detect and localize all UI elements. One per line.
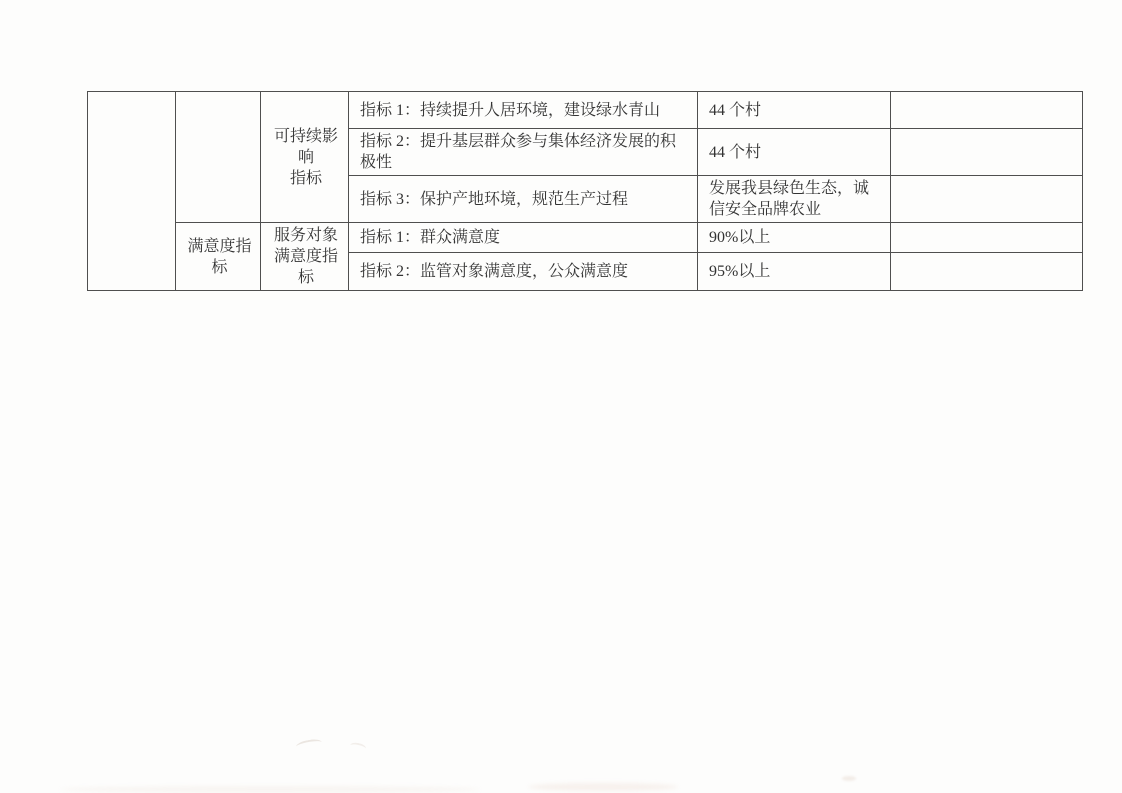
scan-artifact (349, 741, 366, 752)
category-line: 满意度指 (187, 237, 252, 255)
subcategory-cell-sustainable-impact (261, 92, 349, 223)
subcategory-line: 服务对象 (273, 227, 338, 244)
indicator-cell: 指标 2：监管对象满意度，公众满意度 (349, 253, 698, 291)
subcategory-line: 可持续影 (273, 127, 338, 145)
indicator-cell: 指标 2：提升基层群众参与集体经济发展的积极性 (349, 129, 698, 176)
scan-artifact (528, 783, 678, 791)
target-value-cell: 发展我县绿色生态，诚信安全品牌农业 (698, 176, 891, 223)
category-cell-empty (176, 92, 261, 223)
indicator-cell: 指标 3：保护产地环境，规范生产过程 (349, 176, 698, 223)
note-cell-empty (891, 176, 1083, 223)
category-cell-satisfaction (176, 223, 261, 291)
note-cell-empty (891, 223, 1083, 253)
scan-artifact (295, 738, 322, 751)
target-value-cell: 95%以上 (698, 253, 891, 291)
note-cell-empty (891, 253, 1083, 291)
indicator-cell: 指标 1：持续提升人居环境，建设绿水青山 (349, 92, 698, 129)
category-line: 标 (211, 258, 228, 276)
target-value-cell: 44 个村 (698, 129, 891, 176)
target-value-cell: 90%以上 (698, 223, 891, 253)
indicator-cell: 指标 1：群众满意度 (349, 223, 698, 253)
subcategory-cell-service-target-satisfaction (261, 223, 349, 291)
note-cell-empty (891, 92, 1083, 129)
subcategory-line: 满意度指 (273, 248, 338, 265)
scan-artifact (842, 776, 856, 781)
performance-indicator-table (87, 91, 1083, 291)
subcategory-line: 响 (297, 148, 314, 166)
subcategory-line: 指标 (289, 169, 322, 187)
subcategory-line: 标 (297, 269, 314, 286)
scan-artifact (60, 786, 480, 793)
table-row (88, 92, 1083, 129)
note-cell-empty (891, 129, 1083, 176)
target-value-cell: 44 个村 (698, 92, 891, 129)
table-row (88, 223, 1083, 253)
left-category-cell-empty (88, 92, 176, 291)
